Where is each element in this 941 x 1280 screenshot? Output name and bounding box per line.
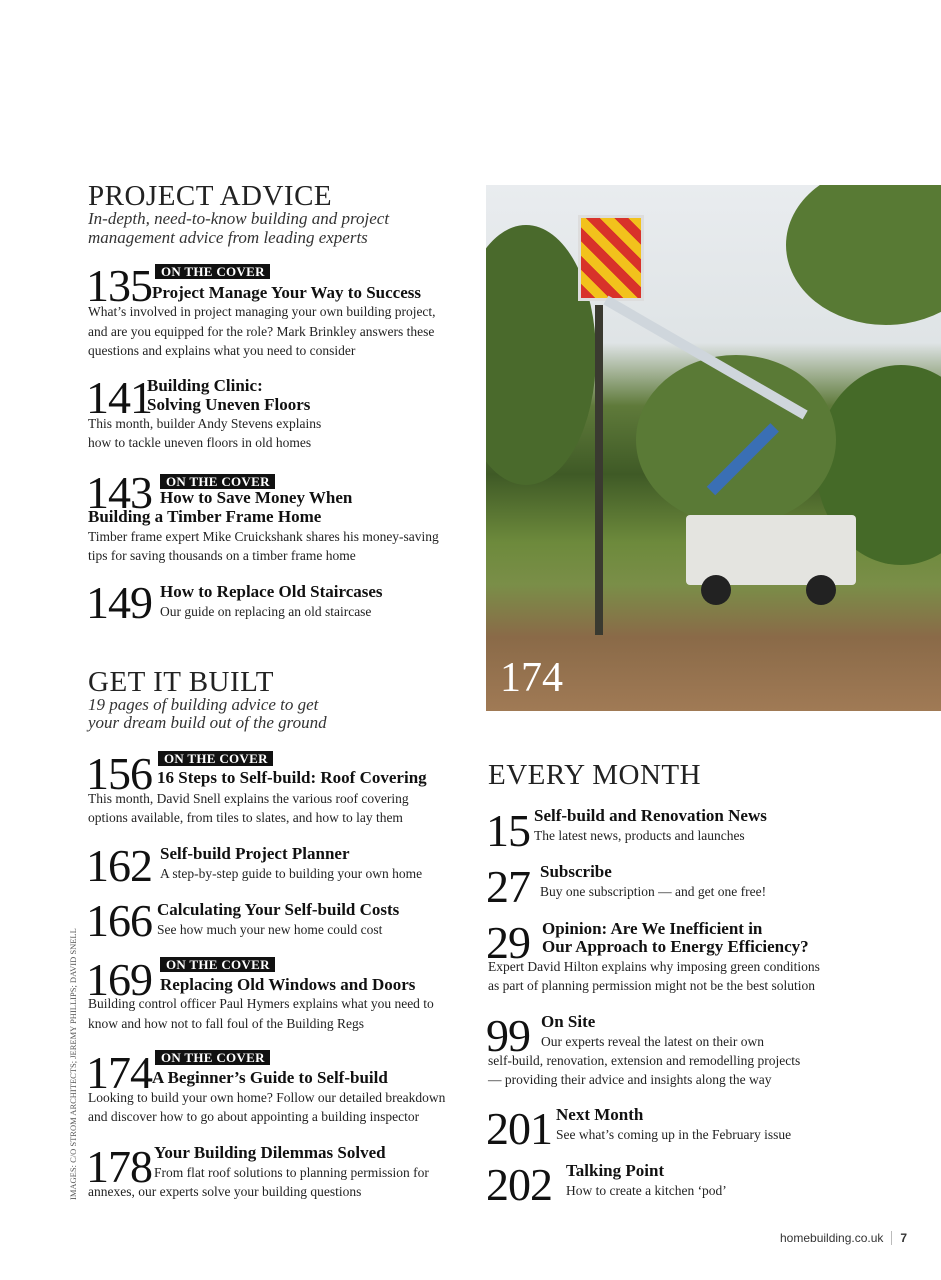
- article-title[interactable]: Self-build and Renovation News: [534, 806, 767, 825]
- article-title[interactable]: 16 Steps to Self-build: Roof Covering: [157, 768, 427, 787]
- section-heading: GET IT BUILT: [88, 666, 274, 698]
- article-desc: tips for saving thousands on a timber frame home: [88, 548, 356, 563]
- article-title[interactable]: Building a Timber Frame Home: [88, 507, 322, 526]
- footer: [780, 1231, 907, 1245]
- article-title[interactable]: Opinion: Are We Inefficient in: [542, 919, 763, 938]
- article-desc: The latest news, products and launches: [534, 828, 745, 843]
- article-desc: Our experts reveal the latest on their own: [541, 1034, 765, 1049]
- page-number: 169: [86, 954, 152, 1005]
- article-desc: and are you equipped for the role? Mark Brinkley answers these: [88, 324, 435, 339]
- page-number: 162: [86, 840, 152, 891]
- article-desc: self-build, renovation, extension and remodelling projects: [488, 1053, 801, 1068]
- article-title[interactable]: Self-build Project Planner: [160, 844, 350, 863]
- page-number: 201: [486, 1103, 552, 1154]
- page-number: 202: [486, 1159, 552, 1210]
- article-title[interactable]: Our Approach to Energy Efficiency?: [542, 937, 809, 956]
- article-desc: What’s involved in project managing your own building project,: [88, 304, 436, 319]
- page-number: 156: [86, 748, 152, 799]
- article-desc: — providing their advice and insights along the way: [488, 1072, 772, 1087]
- page-number: 143: [86, 467, 152, 518]
- article-title[interactable]: Project Manage Your Way to Success: [152, 283, 421, 302]
- image-credit: IMAGES: C/O STROM ARCHITECTS; JEREMY PHILLIPS; DAVID SNELL: [68, 928, 78, 1200]
- page-number: 166: [86, 895, 152, 946]
- article-desc: A step-by-step guide to building your own home: [160, 866, 423, 881]
- article-title[interactable]: How to Replace Old Staircases: [160, 582, 383, 601]
- page-number: 141: [86, 372, 152, 423]
- article-desc: and discover how to go about appointing a building inspector: [88, 1109, 420, 1124]
- on-the-cover-badge: ON THE COVER: [160, 474, 275, 489]
- page-number: 29: [486, 917, 530, 968]
- article-title[interactable]: Calculating Your Self-build Costs: [157, 900, 400, 919]
- article-title[interactable]: How to Save Money When: [160, 488, 353, 507]
- article-desc: Buy one subscription — and get one free!: [540, 884, 767, 899]
- page-number: 149: [86, 577, 152, 628]
- section-heading: EVERY MONTH: [488, 759, 702, 791]
- article-desc: questions and explains what you need to consider: [88, 343, 356, 358]
- on-the-cover-badge: ON THE COVER: [160, 957, 275, 972]
- article-desc: Expert David Hilton explains why imposing green conditions: [488, 959, 820, 974]
- article-desc: as part of planning permission might not be the best solution: [488, 978, 815, 993]
- section-subtitle: 19 pages of building advice to get: [88, 695, 319, 714]
- article-desc: how to tackle uneven floors in old homes: [88, 435, 312, 450]
- page-number: 27: [486, 861, 530, 912]
- article-desc: See what’s coming up in the February issue: [556, 1127, 792, 1142]
- article-desc: How to create a kitchen ‘pod’: [566, 1183, 727, 1198]
- article-desc: Building control officer Paul Hymers explains what you need to: [88, 996, 434, 1011]
- article-desc: From flat roof solutions to planning permission for: [154, 1165, 429, 1180]
- page-number: 174: [86, 1047, 152, 1098]
- article-desc: Looking to build your own home? Follow our detailed breakdown: [88, 1090, 446, 1105]
- section-subtitle: your dream build out of the ground: [88, 713, 327, 732]
- article-title[interactable]: Subscribe: [540, 862, 612, 881]
- article-title[interactable]: Next Month: [556, 1105, 644, 1124]
- on-the-cover-badge: ON THE COVER: [158, 751, 273, 766]
- article-desc: Timber frame expert Mike Cruickshank shares his money-saving: [88, 529, 439, 544]
- article-title[interactable]: On Site: [541, 1012, 596, 1031]
- article-desc: This month, David Snell explains the various roof covering: [88, 791, 409, 806]
- section-subtitle: In-depth, need-to-know building and project: [88, 209, 390, 228]
- website-link[interactable]: homebuilding.co.uk: [780, 1231, 884, 1245]
- article-desc: annexes, our experts solve your building questions: [88, 1184, 362, 1199]
- section-subtitle: management advice from leading experts: [88, 228, 368, 247]
- cherry-picker-photo: [486, 185, 941, 711]
- article-desc: know and how not to fall foul of the Building Regs: [88, 1016, 364, 1031]
- page-number-footer: 7: [891, 1231, 907, 1245]
- article-title[interactable]: A Beginner’s Guide to Self-build: [152, 1068, 388, 1087]
- article-title[interactable]: Replacing Old Windows and Doors: [160, 975, 416, 994]
- article-desc: See how much your new home could cost: [157, 922, 383, 937]
- article-desc: options available, from tiles to slates, and how to lay them: [88, 810, 403, 825]
- article-title[interactable]: Solving Uneven Floors: [147, 395, 311, 414]
- page-number: 99: [486, 1010, 530, 1061]
- page-number: 178: [86, 1141, 152, 1192]
- article-desc: This month, builder Andy Stevens explains: [88, 416, 322, 431]
- page-number: 135: [86, 260, 152, 311]
- on-the-cover-badge: ON THE COVER: [155, 264, 270, 279]
- article-title[interactable]: Your Building Dilemmas Solved: [154, 1143, 386, 1162]
- article-desc: Our guide on replacing an old staircase: [160, 604, 372, 619]
- page-number: 15: [486, 805, 530, 856]
- article-title[interactable]: Building Clinic:: [147, 376, 263, 395]
- photo-page-ref: 174: [500, 655, 563, 701]
- article-title[interactable]: Talking Point: [566, 1161, 665, 1180]
- on-the-cover-badge: ON THE COVER: [155, 1050, 270, 1065]
- section-heading: PROJECT ADVICE: [88, 180, 333, 212]
